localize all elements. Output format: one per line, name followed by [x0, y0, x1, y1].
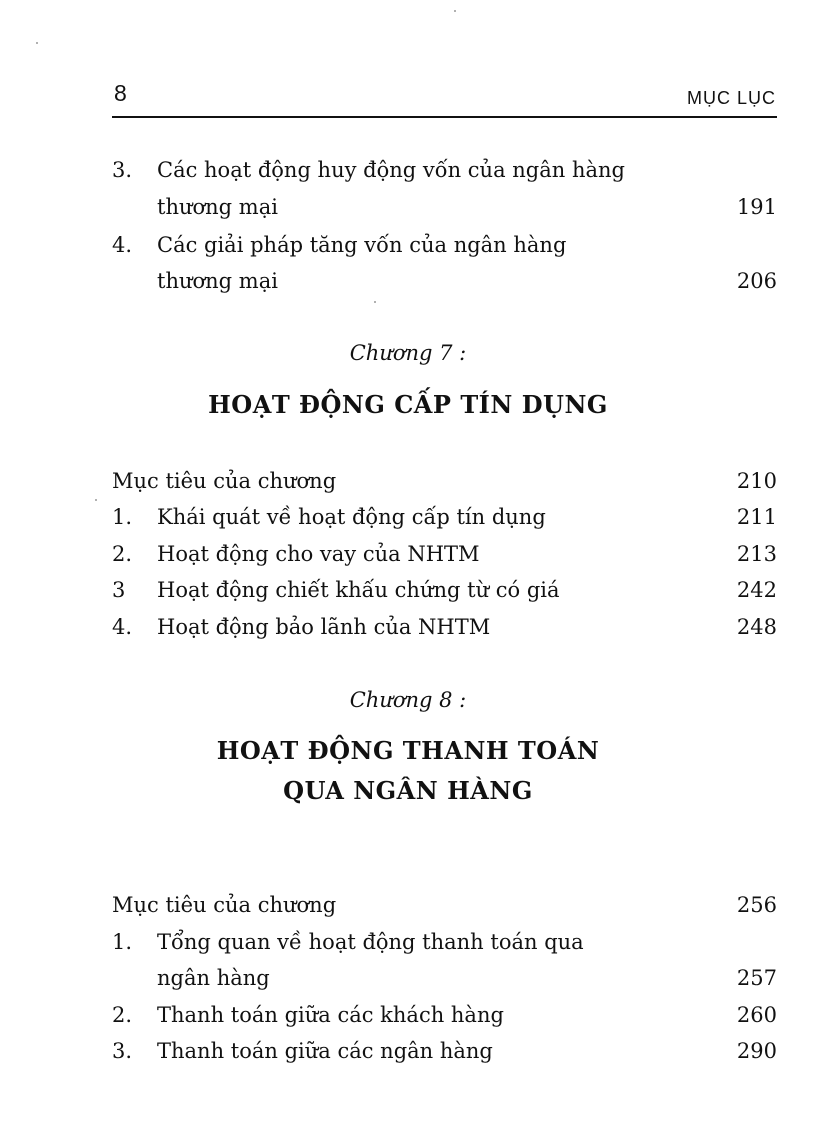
running-header: MỤC LỤC — [686, 88, 776, 108]
page-ref: 211 — [736, 505, 777, 529]
toc-entry[interactable]: Mục tiêu của chương 210 — [112, 464, 777, 498]
toc-entry[interactable]: 3 Hoạt động chiết khấu chứng từ có giá 242 — [112, 573, 777, 607]
toc-entry[interactable]: 3. Các hoạt động huy động vốn của ngân hàng — [112, 158, 625, 182]
page-ref: 256 — [736, 893, 777, 917]
toc-entry[interactable]: 1. Tổng quan về hoạt động thanh toán qua — [112, 930, 584, 954]
scan-speck — [454, 10, 456, 12]
chapter-title: QUA NGÂN HÀNG — [283, 776, 533, 805]
page-ref: 290 — [736, 1039, 777, 1063]
page-ref: 260 — [736, 1003, 777, 1027]
chapter-label: Chương 7 : — [349, 341, 467, 365]
chapter-title: HOẠT ĐỘNG CẤP TÍN DỤNG — [208, 390, 608, 419]
header-rule — [112, 116, 777, 118]
scan-speck — [374, 301, 376, 303]
toc-entry[interactable]: 4. Các giải pháp tăng vốn của ngân hàng — [112, 233, 567, 257]
page-ref: 210 — [736, 469, 777, 493]
toc-entry-continuation[interactable]: thương mại 191 — [112, 190, 777, 224]
chapter-title: HOẠT ĐỘNG THANH TOÁN — [216, 736, 600, 765]
chapter-label: Chương 8 : — [349, 688, 467, 712]
page-ref: 191 — [736, 195, 777, 219]
page-number: 8 — [114, 80, 127, 106]
page-ref: 257 — [736, 966, 777, 990]
scan-speck — [36, 42, 38, 44]
toc-entry[interactable]: 2. Thanh toán giữa các khách hàng 260 — [112, 998, 777, 1032]
page-ref: 248 — [736, 615, 777, 639]
toc-entry[interactable]: Mục tiêu của chương 256 — [112, 888, 777, 922]
scan-speck — [95, 499, 97, 501]
toc-entry[interactable]: 3. Thanh toán giữa các ngân hàng 290 — [112, 1034, 777, 1068]
toc-entry[interactable]: 2. Hoạt động cho vay của NHTM 213 — [112, 537, 777, 571]
toc-entry[interactable]: 1. Khái quát về hoạt động cấp tín dụng 211 — [112, 500, 777, 534]
page-ref: 213 — [736, 542, 777, 566]
page-ref: 206 — [736, 269, 777, 293]
page-ref: 242 — [736, 578, 777, 602]
toc-entry-continuation[interactable]: ngân hàng 257 — [112, 961, 777, 995]
toc-entry[interactable]: 4. Hoạt động bảo lãnh của NHTM 248 — [112, 610, 777, 644]
toc-entry-continuation[interactable]: thương mại 206 — [112, 264, 777, 298]
